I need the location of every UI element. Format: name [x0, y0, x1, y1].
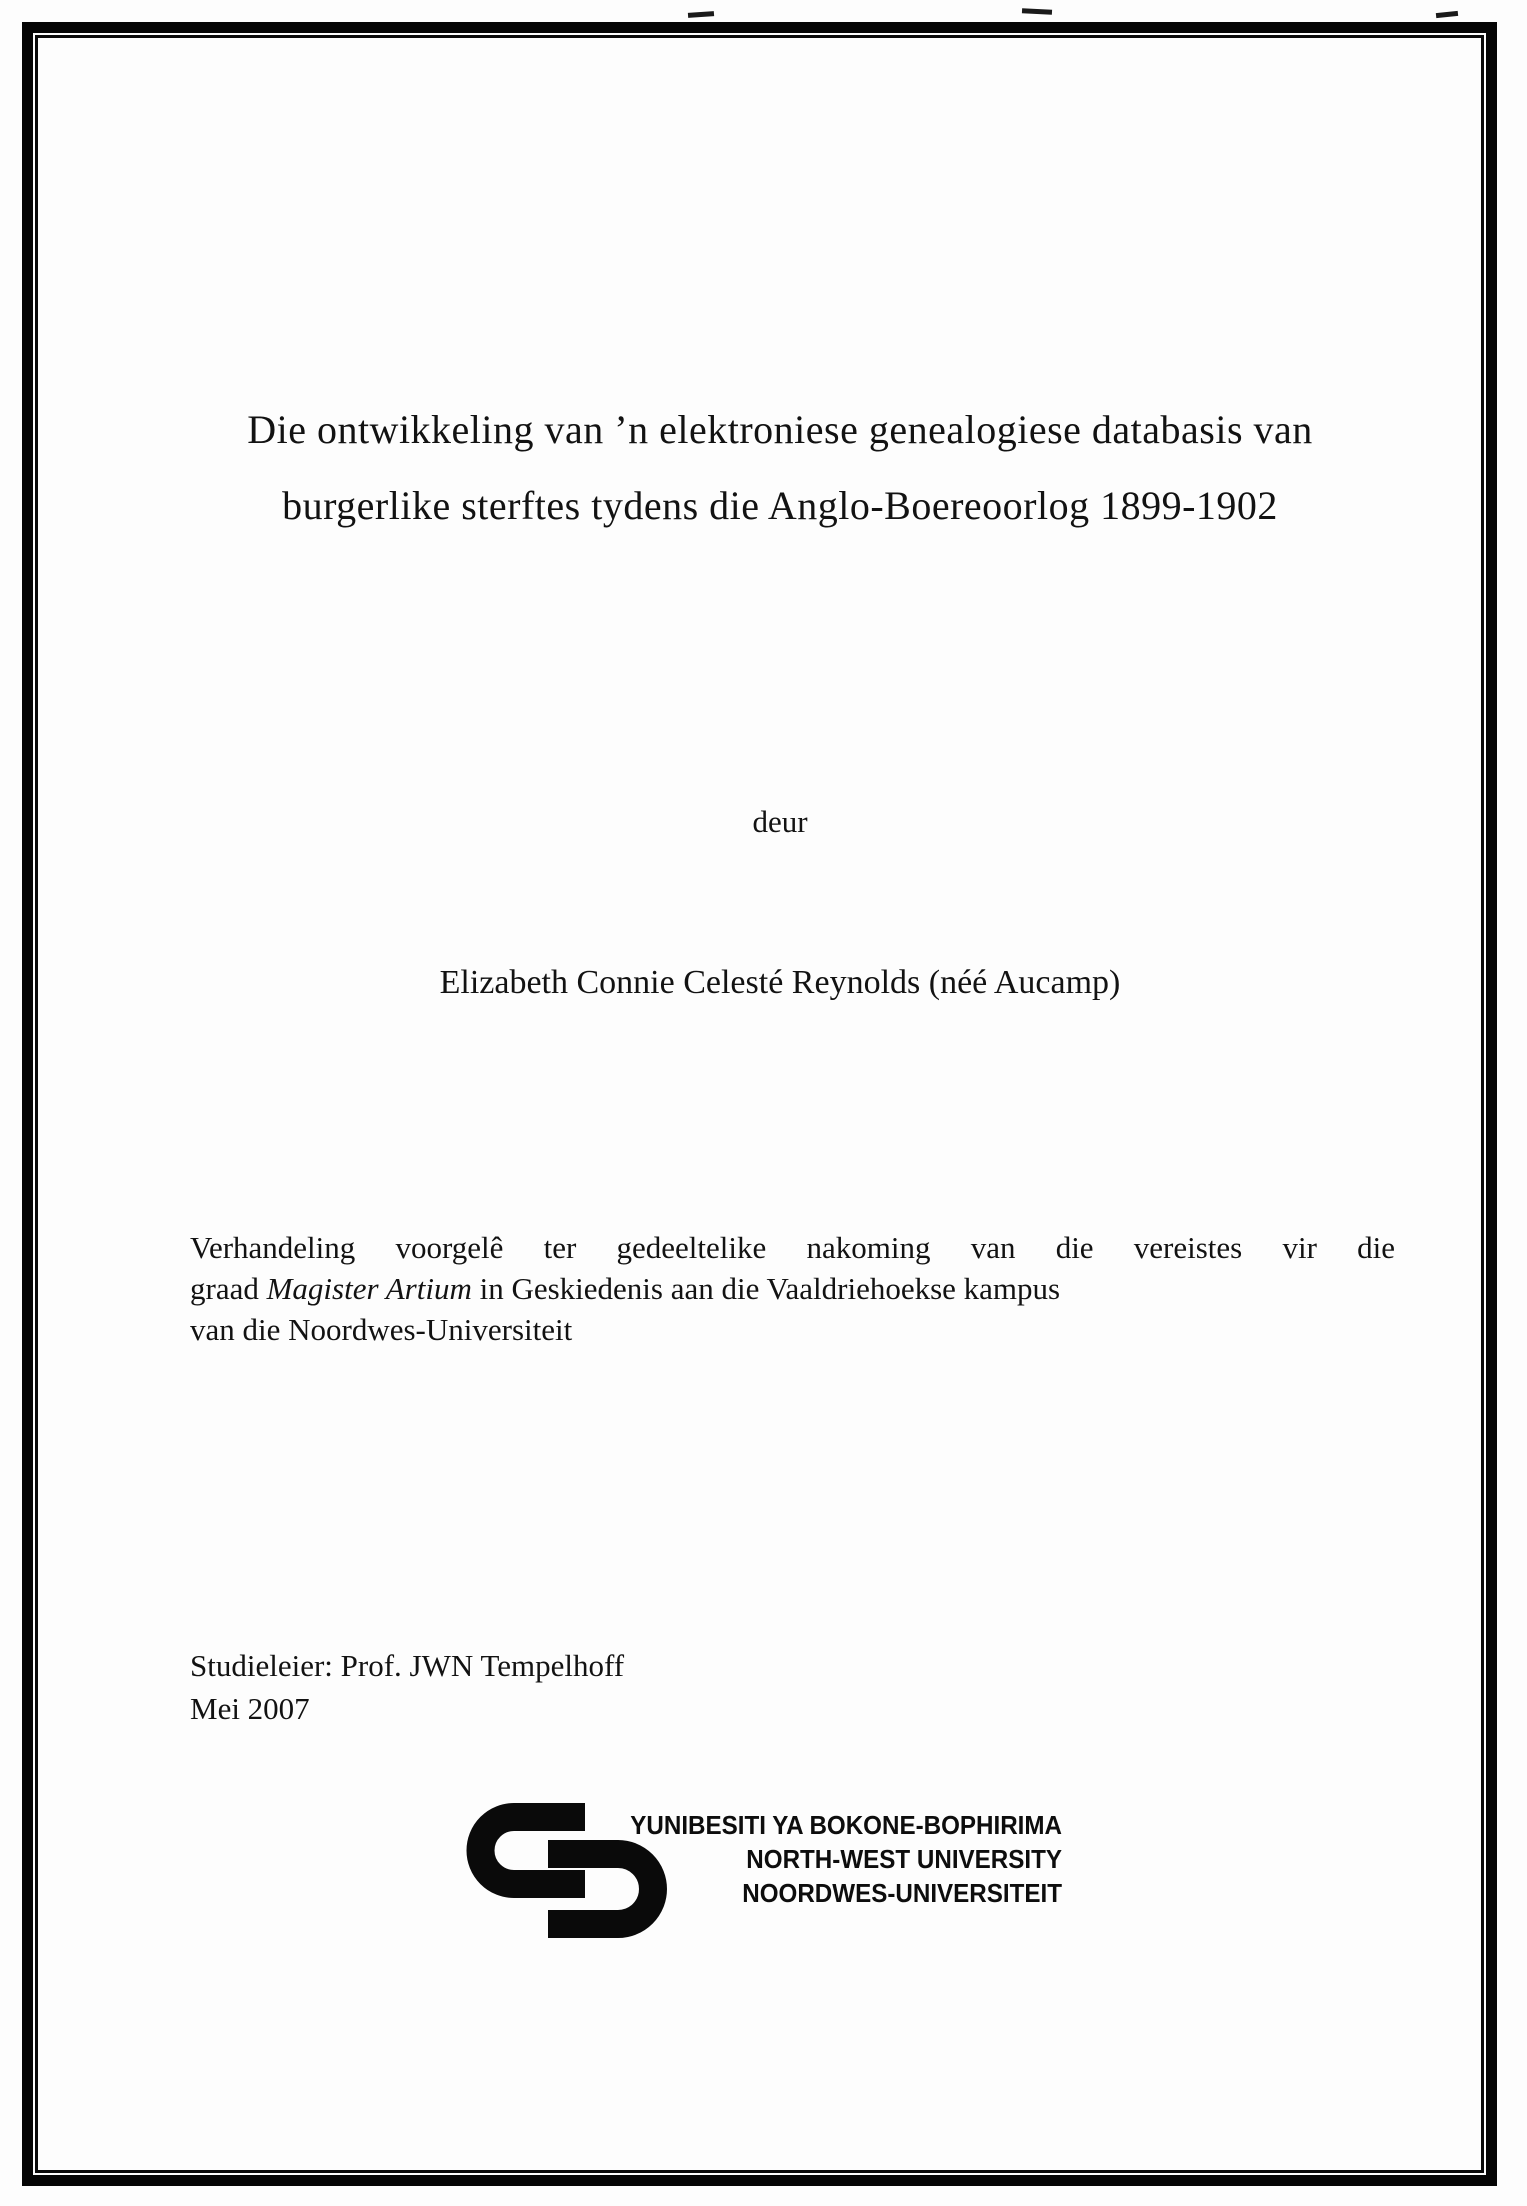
- university-name-block: [562, 1808, 1062, 1910]
- university-name-afrikaans: NOORDWES-UNIVERSITEIT: [742, 1878, 1062, 1908]
- supervisor-block: [190, 1644, 624, 1730]
- statement-prefix: graad: [190, 1271, 267, 1306]
- university-name-setswana: YUNIBESITI YA BOKONE-BOPHIRIMA: [630, 1810, 1062, 1840]
- byline-label: deur: [752, 804, 808, 839]
- thesis-statement-line1: Verhandeling voorgelê ter gedeeltelike nakoming van die vereistes vir die: [190, 1230, 1395, 1265]
- thesis-statement-line3: van die Noordwes-Universiteit: [190, 1312, 573, 1347]
- date-line: Mei 2007: [190, 1691, 310, 1726]
- thesis-title-line2: burgerlike sterftes tydens die Anglo-Boereoorlog 1899-1902: [282, 483, 1278, 528]
- scan-artifact: [1436, 11, 1458, 18]
- university-name-english: NORTH-WEST UNIVERSITY: [746, 1844, 1062, 1874]
- author-name: Elizabeth Connie Celesté Reynolds (néé Aucamp): [439, 964, 1121, 1001]
- degree-name: Magister Artium: [266, 1271, 472, 1306]
- supervisor-line: Studieleier: Prof. JWN Tempelhoff: [190, 1648, 625, 1683]
- scan-artifact: [1022, 8, 1052, 15]
- thesis-statement: [190, 1227, 1395, 1350]
- thesis-title: [165, 392, 1395, 544]
- statement-suffix: in Geskiedenis aan die Vaaldriehoekse kampus: [471, 1271, 1061, 1306]
- thesis-statement-line2: [190, 1268, 1395, 1309]
- scan-artifact: [688, 11, 714, 18]
- thesis-title-line1: Die ontwikkeling van ’n elektroniese genealogiese databasis van: [247, 407, 1313, 452]
